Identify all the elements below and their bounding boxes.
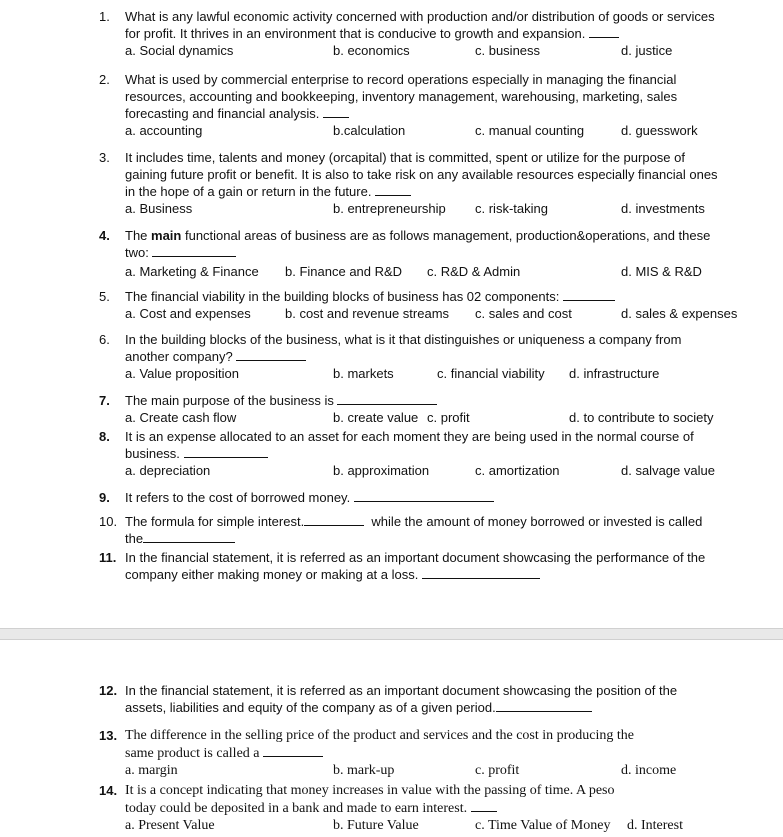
option-b[interactable]: b. entrepreneurship: [333, 201, 446, 216]
question-11: [99, 549, 749, 583]
question-13: [99, 727, 749, 779]
question-text-line: today could be deposited in a bank and made to earn interest.: [125, 799, 749, 817]
question-text-line: The formula for simple interest. while the amount of money borrowed or invested is called: [125, 514, 703, 529]
answer-blank[interactable]: [337, 392, 437, 405]
question-14: [99, 782, 749, 834]
question-1: [99, 8, 749, 59]
option-c[interactable]: c. profit: [427, 410, 470, 425]
option-a[interactable]: a. Cost and expenses: [125, 306, 251, 321]
question-text-line: same product is called a: [125, 744, 749, 762]
option-d[interactable]: d. infrastructure: [569, 366, 660, 381]
options-row: [125, 365, 749, 382]
question-number: 6.: [99, 332, 110, 347]
question-text-line: It includes time, talents and money (orcapital) that is committed, spent or utilize for the purpose of: [125, 150, 685, 165]
option-d[interactable]: d. guesswork: [621, 123, 698, 138]
option-a[interactable]: a. Marketing & Finance: [125, 264, 259, 279]
question-text-line: It is an expense allocated to an asset for each moment they are being used in the normal course of: [125, 429, 694, 444]
question-number: 11.: [99, 550, 117, 565]
option-a[interactable]: a. Create cash flow: [125, 410, 237, 425]
options-row: [125, 305, 749, 322]
question-number: 12.: [99, 683, 118, 698]
option-c[interactable]: c. sales and cost: [475, 306, 572, 321]
question-text-line: It refers to the cost of borrowed money.: [125, 489, 749, 506]
question-text-line: In the financial statement, it is referred as an important document showcasing the position of the: [125, 683, 678, 698]
question-9: [99, 489, 749, 506]
answer-blank[interactable]: [304, 513, 364, 526]
option-d[interactable]: d. investments: [621, 201, 705, 216]
question-7: [99, 392, 749, 426]
answer-blank[interactable]: [471, 799, 497, 812]
option-a[interactable]: a. Business: [125, 201, 193, 216]
question-text-line: The difference in the selling price of the product and services and the cost in producing the: [125, 728, 635, 743]
question-text-line: What is any lawful economic activity concerned with production and/or distribution of goods or services: [125, 9, 715, 24]
question-text-line: two:: [125, 244, 749, 261]
question-number: 10.: [99, 514, 118, 529]
option-d[interactable]: d. sales & expenses: [621, 306, 738, 321]
answer-blank[interactable]: [375, 183, 411, 196]
question-number: 3.: [99, 150, 110, 165]
option-b[interactable]: b.calculation: [333, 123, 406, 138]
option-b[interactable]: b. Finance and R&D: [285, 264, 403, 279]
question-text-line: It is a concept indicating that money increases in value with the passing of time. A peso: [125, 783, 615, 798]
option-b[interactable]: b. markets: [333, 366, 394, 381]
question-text-line: another company?: [125, 348, 749, 365]
options-row: [125, 462, 749, 479]
question-number: 2.: [99, 72, 110, 87]
question-4: [99, 227, 749, 280]
option-d[interactable]: d. income: [621, 763, 677, 778]
question-text-line: The main functional areas of business are as follows management, production&operations, and these: [125, 228, 711, 243]
option-c[interactable]: c. financial viability: [437, 366, 545, 381]
option-d[interactable]: d. Interest: [627, 818, 683, 833]
question-3: [99, 149, 749, 217]
question-10: [99, 513, 749, 547]
question-text-line: company either making money or making at a loss.: [125, 566, 749, 583]
question-number: 5.: [99, 289, 110, 304]
options-row: [125, 817, 749, 834]
question-text-line: gaining future profit or benefit. It is also to take risk on any available resources especially financial ones: [125, 167, 718, 182]
option-c[interactable]: c. amortization: [475, 463, 560, 478]
question-6: [99, 331, 749, 382]
option-a[interactable]: a. Present Value: [125, 818, 215, 833]
answer-blank[interactable]: [143, 530, 235, 543]
question-number: 13.: [99, 728, 118, 743]
options-row: [125, 122, 749, 139]
option-b[interactable]: b. Future Value: [333, 818, 419, 833]
question-number: 14.: [99, 783, 118, 798]
option-b[interactable]: b. cost and revenue streams: [285, 306, 450, 321]
option-d[interactable]: d. salvage value: [621, 463, 715, 478]
options-row: [125, 409, 749, 426]
question-number: 9.: [99, 490, 110, 505]
option-c[interactable]: c. business: [475, 43, 541, 58]
page-separator: [0, 628, 783, 640]
option-a[interactable]: a. Value proposition: [125, 366, 239, 381]
option-c[interactable]: c. Time Value of Money: [475, 818, 611, 833]
answer-blank[interactable]: [589, 25, 619, 38]
option-c[interactable]: c. manual counting: [475, 123, 585, 138]
option-c[interactable]: c. risk-taking: [475, 201, 548, 216]
question-text-line: in the hope of a gain or return in the future.: [125, 183, 749, 200]
option-c[interactable]: c. R&D & Admin: [427, 264, 521, 279]
options-row: [125, 42, 749, 59]
option-a[interactable]: a. margin: [125, 763, 178, 778]
option-a[interactable]: a. depreciation: [125, 463, 211, 478]
question-number: 1.: [99, 9, 110, 24]
question-12: [99, 682, 749, 716]
question-text-line: In the building blocks of the business, what is it that distinguishes or uniqueness a company from: [125, 332, 682, 347]
question-text-line: for profit. It thrives in an environment that is conducive to growth and expansion.: [125, 25, 749, 42]
option-a[interactable]: a. accounting: [125, 123, 203, 138]
options-row: [125, 200, 749, 217]
question-text-line: What is used by commercial enterprise to record operations especially in managing the financial: [125, 72, 677, 87]
question-number: 8.: [99, 429, 110, 444]
question-8: [99, 428, 749, 479]
question-2: [99, 71, 749, 139]
question-number: 4.: [99, 228, 110, 243]
question-text-line: The financial viability in the building blocks of business has 02 components:: [125, 288, 749, 305]
option-c[interactable]: c. profit: [475, 763, 520, 778]
options-row: [125, 263, 749, 280]
answer-blank[interactable]: [152, 244, 236, 257]
answer-blank[interactable]: [563, 288, 615, 301]
answer-blank[interactable]: [263, 744, 323, 757]
question-text-line: the: [125, 530, 749, 547]
answer-blank[interactable]: [323, 105, 349, 118]
option-b[interactable]: b. approximation: [333, 463, 430, 478]
question-text-line: In the financial statement, it is referred as an important document showcasing the performance of the: [125, 550, 706, 565]
question-number: 7.: [99, 393, 110, 408]
question-text-line: business.: [125, 445, 749, 462]
answer-blank[interactable]: [496, 699, 592, 712]
question-text-line: forecasting and financial analysis.: [125, 105, 749, 122]
options-row: [125, 762, 749, 779]
option-b[interactable]: b. mark-up: [333, 763, 395, 778]
question-text-line: assets, liabilities and equity of the company as of a given period.: [125, 699, 749, 716]
option-d[interactable]: d. MIS & R&D: [621, 264, 702, 279]
answer-blank[interactable]: [354, 489, 494, 502]
option-d[interactable]: d. to contribute to society: [569, 410, 714, 425]
question-text-line: The main purpose of the business is: [125, 392, 749, 409]
answer-blank[interactable]: [422, 566, 540, 579]
option-d[interactable]: d. justice: [621, 43, 673, 58]
question-text-line: resources, accounting and bookkeeping, inventory management, warehousing, marketing, sales: [125, 89, 678, 104]
option-b[interactable]: b. create value: [333, 410, 419, 425]
answer-blank[interactable]: [184, 445, 268, 458]
option-a[interactable]: a. Social dynamics: [125, 43, 234, 58]
answer-blank[interactable]: [236, 348, 306, 361]
option-b[interactable]: b. economics: [333, 43, 410, 58]
question-5: [99, 288, 749, 322]
